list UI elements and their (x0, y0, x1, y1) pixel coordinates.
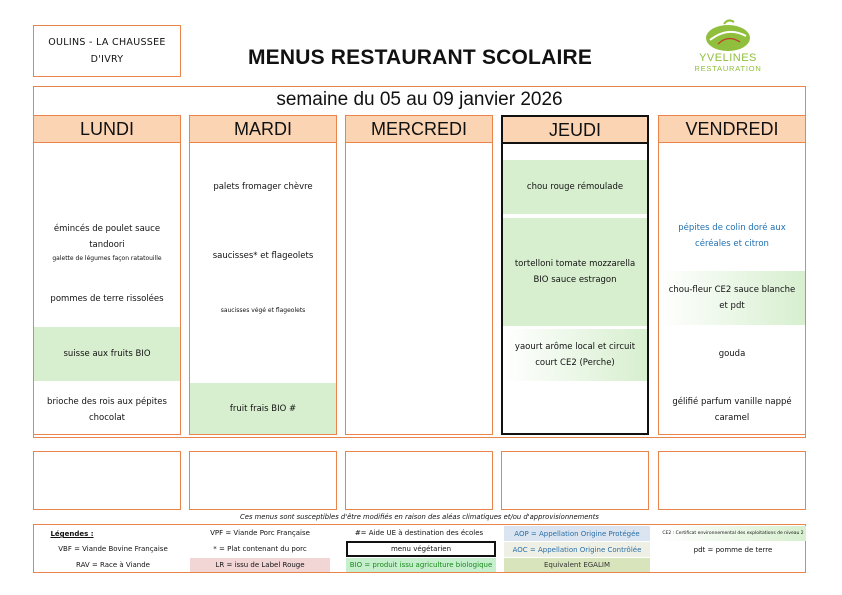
vendredi-side: chou-fleur CE2 sauce blanche et pdt (659, 271, 805, 325)
legend-aoc: AOC = Appellation Origine Contrôlée (504, 542, 650, 557)
day-column-lundi (33, 115, 181, 435)
lundi-dairy: suisse aux fruits BIO (34, 327, 180, 381)
leaf-logo-icon (688, 16, 768, 54)
lundi-side: pommes de terre rissolées (50, 294, 164, 304)
extra-box-mardi (189, 451, 337, 510)
logo-name: YVELINES (699, 52, 757, 64)
school-name-box (33, 25, 181, 77)
extra-box-vendredi (658, 451, 806, 510)
disclaimer: Ces menus sont susceptibles d'être modifiés en raison des aléas climatiques et/ou d'approvisionnements (240, 513, 599, 521)
legend-aide-ue: #= Aide UE à destination des écoles (354, 529, 484, 537)
legend-title: Légendes : (50, 530, 94, 538)
day-header-mercredi: MERCREDI (346, 116, 492, 143)
lundi-main (34, 212, 180, 274)
jeudi-starter: chou rouge rémoulade (503, 160, 647, 214)
day-header-vendredi: VENDREDI (659, 116, 805, 143)
legend-ce2: CE2 : Certificat environnemental des exploitations de niveau 2 (660, 526, 806, 541)
vendredi-dessert: gélifié parfum vanille nappé caramel (672, 397, 792, 423)
day-column-mardi (189, 115, 337, 435)
logo-subtitle: RESTAURATION (694, 64, 762, 73)
school-name-line2: D'IVRY (90, 54, 124, 65)
legend (33, 524, 806, 573)
extra-box-mercredi (345, 451, 493, 510)
legend-vpf: VPF = Viande Porc Française (210, 529, 310, 537)
legend-rav: RAV = Race à Viande (76, 561, 150, 569)
day-header-lundi: LUNDI (34, 116, 180, 143)
legend-egalim: Equivalent EGALIM (504, 558, 650, 572)
yvelines-logo (688, 16, 768, 76)
day-column-mercredi (345, 115, 493, 435)
legend-bio: BIO = produit issu agriculture biologique (346, 558, 496, 572)
mardi-main-alt: saucisses végé et flageolets (220, 307, 306, 314)
legend-aop: AOP = Appellation Origine Protégée (504, 526, 650, 541)
legend-pdt: pdt = pomme de terre (693, 545, 773, 554)
legend-vbf: VBF = Viande Bovine Française (58, 545, 168, 553)
mardi-dessert: fruit frais BIO # (190, 383, 336, 434)
mardi-starter: palets fromager chèvre (213, 182, 313, 192)
extra-box-lundi (33, 451, 181, 510)
day-header-mardi: MARDI (190, 116, 336, 143)
extra-box-jeudi (501, 451, 649, 510)
jeudi-main: tortelloni tomate mozzarella BIO sauce estragon (503, 218, 647, 326)
vendredi-main: pépites de colin doré aux céréales et citron (678, 223, 786, 249)
lundi-main-alt: galette de légumes façon ratatouille (52, 255, 162, 262)
day-column-jeudi (501, 115, 649, 435)
day-column-vendredi (658, 115, 806, 435)
legend-porc: * = Plat contenant du porc (213, 545, 307, 553)
page-title: MENUS RESTAURANT SCOLAIRE (247, 46, 593, 69)
week-title: semaine du 05 au 09 janvier 2026 (276, 89, 563, 110)
legend-vegetarian: menu végétarien (346, 541, 496, 557)
lundi-dessert: brioche des rois aux pépites chocolat (47, 397, 167, 423)
day-header-jeudi: JEUDI (503, 117, 647, 144)
vendredi-dairy: gouda (718, 349, 746, 359)
legend-lr: LR = issu de Label Rouge (190, 558, 330, 572)
mardi-main: saucisses* et flageolets (212, 251, 314, 261)
lundi-main-dish: émincés de poulet sauce tandoori (53, 224, 161, 250)
jeudi-dairy: yaourt arôme local et circuit court CE2 (Perche) (503, 329, 647, 381)
school-name-line1: OULINS - LA CHAUSSEE (48, 37, 166, 48)
